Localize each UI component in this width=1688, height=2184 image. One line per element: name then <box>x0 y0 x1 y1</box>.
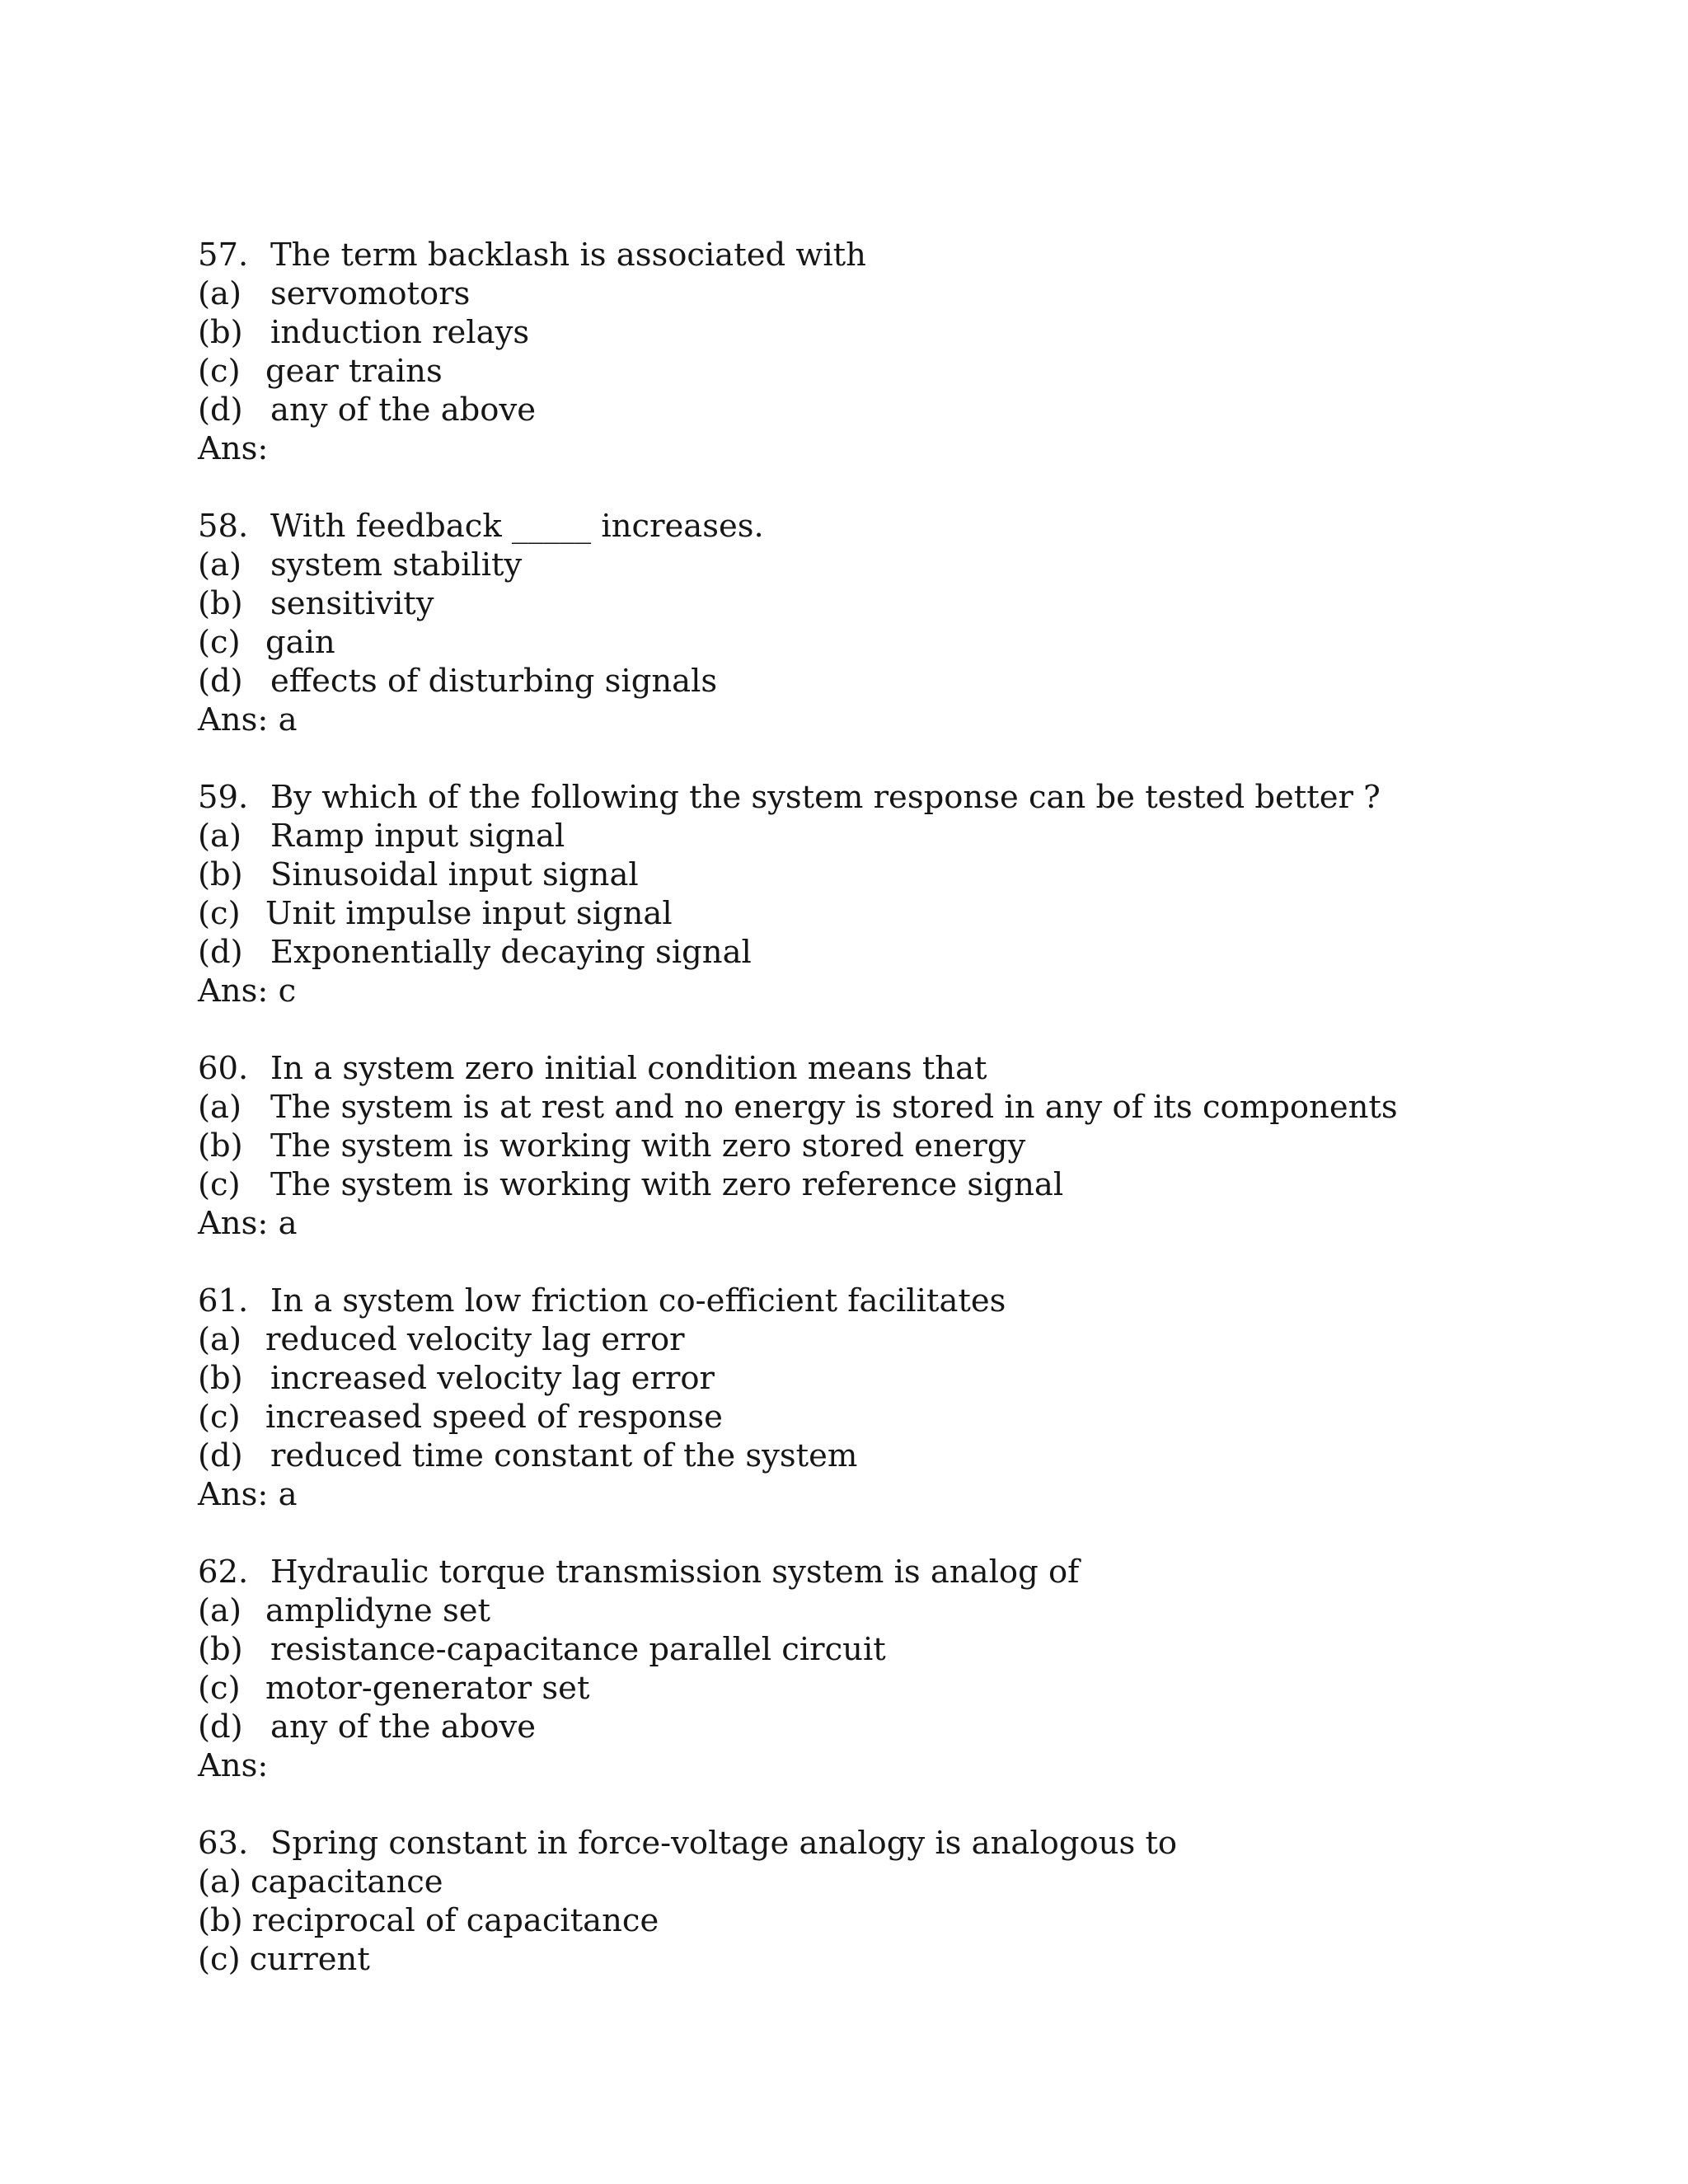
option-label: (a) <box>198 818 241 855</box>
option-label: (d) <box>198 1437 243 1474</box>
question-text: In a system low friction co-efficient facilitates <box>270 1282 1006 1319</box>
question-number: 63. <box>198 1825 249 1862</box>
option-text: Exponentially decaying signal <box>270 934 752 971</box>
option-text: sensitivity <box>270 585 434 622</box>
option-label: (c) <box>198 353 241 390</box>
option-c <box>198 1398 1599 1436</box>
option-label: (b) <box>198 1631 243 1668</box>
option-a <box>198 274 1599 313</box>
option-text: effects of disturbing signals <box>270 663 718 700</box>
answer-line: Ans: c <box>198 972 297 1010</box>
option-text: The system is working with zero reference signal <box>270 1166 1064 1203</box>
option-label: (b) <box>198 1360 243 1397</box>
question-text: Spring constant in force-voltage analogy is analogous to <box>270 1825 1178 1862</box>
option-label: (a) <box>198 1592 241 1629</box>
option-label: (d) <box>198 934 243 971</box>
question-stem <box>198 1824 1599 1863</box>
question-57 <box>198 236 1599 468</box>
option-text: Sinusoidal input signal <box>270 856 639 893</box>
option-a <box>198 1591 1599 1630</box>
option-b <box>198 1127 1599 1165</box>
option-label: (a) <box>198 275 241 312</box>
question-61 <box>198 1282 1599 1514</box>
question-58 <box>198 507 1599 739</box>
answer-line: Ans: <box>198 1747 269 1784</box>
option-c <box>198 352 1599 391</box>
answer-line: Ans: a <box>198 1205 298 1242</box>
option-label: (c) <box>198 1399 241 1436</box>
question-number: 58. <box>198 508 249 545</box>
option-c <box>198 1165 1599 1204</box>
option-text: amplidyne set <box>265 1592 490 1629</box>
option-d <box>198 1708 1599 1746</box>
question-text: Hydraulic torque transmission system is analog of <box>270 1554 1080 1591</box>
option-text: current <box>249 1941 370 1978</box>
option-label: (b) <box>198 856 243 893</box>
question-number: 61. <box>198 1282 249 1319</box>
option-text: induction relays <box>270 314 530 351</box>
option-b <box>198 855 1599 894</box>
option-text: any of the above <box>270 1708 537 1746</box>
question-stem <box>198 1049 1599 1088</box>
option-label: (c) <box>198 1941 241 1978</box>
option-a <box>198 546 1599 584</box>
option-text: Unit impulse input signal <box>265 895 673 932</box>
option-label: (a) <box>198 546 241 583</box>
option-label: (b) <box>198 1902 243 1939</box>
option-b <box>198 1630 1599 1669</box>
option-label: (d) <box>198 663 243 700</box>
option-b <box>198 1901 1599 1940</box>
option-d <box>198 662 1599 701</box>
option-b <box>198 584 1599 623</box>
option-label: (a) <box>198 1863 241 1900</box>
question-number: 60. <box>198 1050 249 1087</box>
question-62 <box>198 1553 1599 1785</box>
option-b <box>198 313 1599 352</box>
option-c <box>198 1669 1599 1708</box>
question-number: 59. <box>198 779 249 816</box>
question-stem <box>198 1553 1599 1591</box>
option-text: gear trains <box>265 353 443 390</box>
option-text: reciprocal of capacitance <box>251 1902 659 1939</box>
answer-line: Ans: a <box>198 701 298 738</box>
question-number: 57. <box>198 237 249 274</box>
option-d <box>198 933 1599 972</box>
option-text: motor-generator set <box>265 1670 590 1707</box>
option-text: gain <box>265 624 335 661</box>
option-text: increased velocity lag error <box>270 1360 715 1397</box>
question-number: 62. <box>198 1554 249 1591</box>
option-b <box>198 1359 1599 1398</box>
option-c <box>198 894 1599 933</box>
option-c <box>198 1940 1599 1979</box>
answer-line: Ans: <box>198 430 269 467</box>
question-stem <box>198 236 1599 274</box>
option-label: (d) <box>198 1708 243 1746</box>
option-a <box>198 1863 1599 1901</box>
option-text: increased speed of response <box>265 1399 723 1436</box>
option-a <box>198 1320 1599 1359</box>
option-a <box>198 817 1599 855</box>
option-text: reduced time constant of the system <box>270 1437 858 1474</box>
question-list <box>198 236 1599 2018</box>
question-stem <box>198 1282 1599 1320</box>
option-text: capacitance <box>251 1863 443 1900</box>
question-60 <box>198 1049 1599 1243</box>
question-63 <box>198 1824 1599 1979</box>
question-text: The term backlash is associated with <box>270 237 866 274</box>
option-label: (b) <box>198 314 243 351</box>
option-text: The system is at rest and no energy is stored in any of its components <box>270 1089 1398 1126</box>
option-text: servomotors <box>270 275 471 312</box>
question-stem <box>198 507 1599 546</box>
option-label: (a) <box>198 1321 241 1358</box>
question-stem <box>198 778 1599 817</box>
option-text: resistance-capacitance parallel circuit <box>270 1631 886 1668</box>
option-text: reduced velocity lag error <box>265 1321 685 1358</box>
question-text: With feedback _____ increases. <box>270 508 764 545</box>
option-text: Ramp input signal <box>270 818 565 855</box>
option-label: (b) <box>198 585 243 622</box>
option-text: any of the above <box>270 391 537 429</box>
option-label: (a) <box>198 1089 241 1126</box>
option-label: (c) <box>198 624 241 661</box>
option-label: (c) <box>198 895 241 932</box>
option-c <box>198 623 1599 662</box>
option-label: (b) <box>198 1127 243 1165</box>
question-text: By which of the following the system response can be tested better ? <box>270 779 1381 816</box>
option-label: (c) <box>198 1166 241 1203</box>
option-d <box>198 391 1599 429</box>
question-text: In a system zero initial condition means that <box>270 1050 987 1087</box>
option-text: system stability <box>270 546 523 583</box>
option-label: (d) <box>198 391 243 429</box>
option-a <box>198 1088 1599 1127</box>
option-label: (c) <box>198 1670 241 1707</box>
option-d <box>198 1436 1599 1475</box>
option-text: The system is working with zero stored energy <box>270 1127 1026 1165</box>
question-59 <box>198 778 1599 1010</box>
answer-line: Ans: a <box>198 1476 298 1513</box>
